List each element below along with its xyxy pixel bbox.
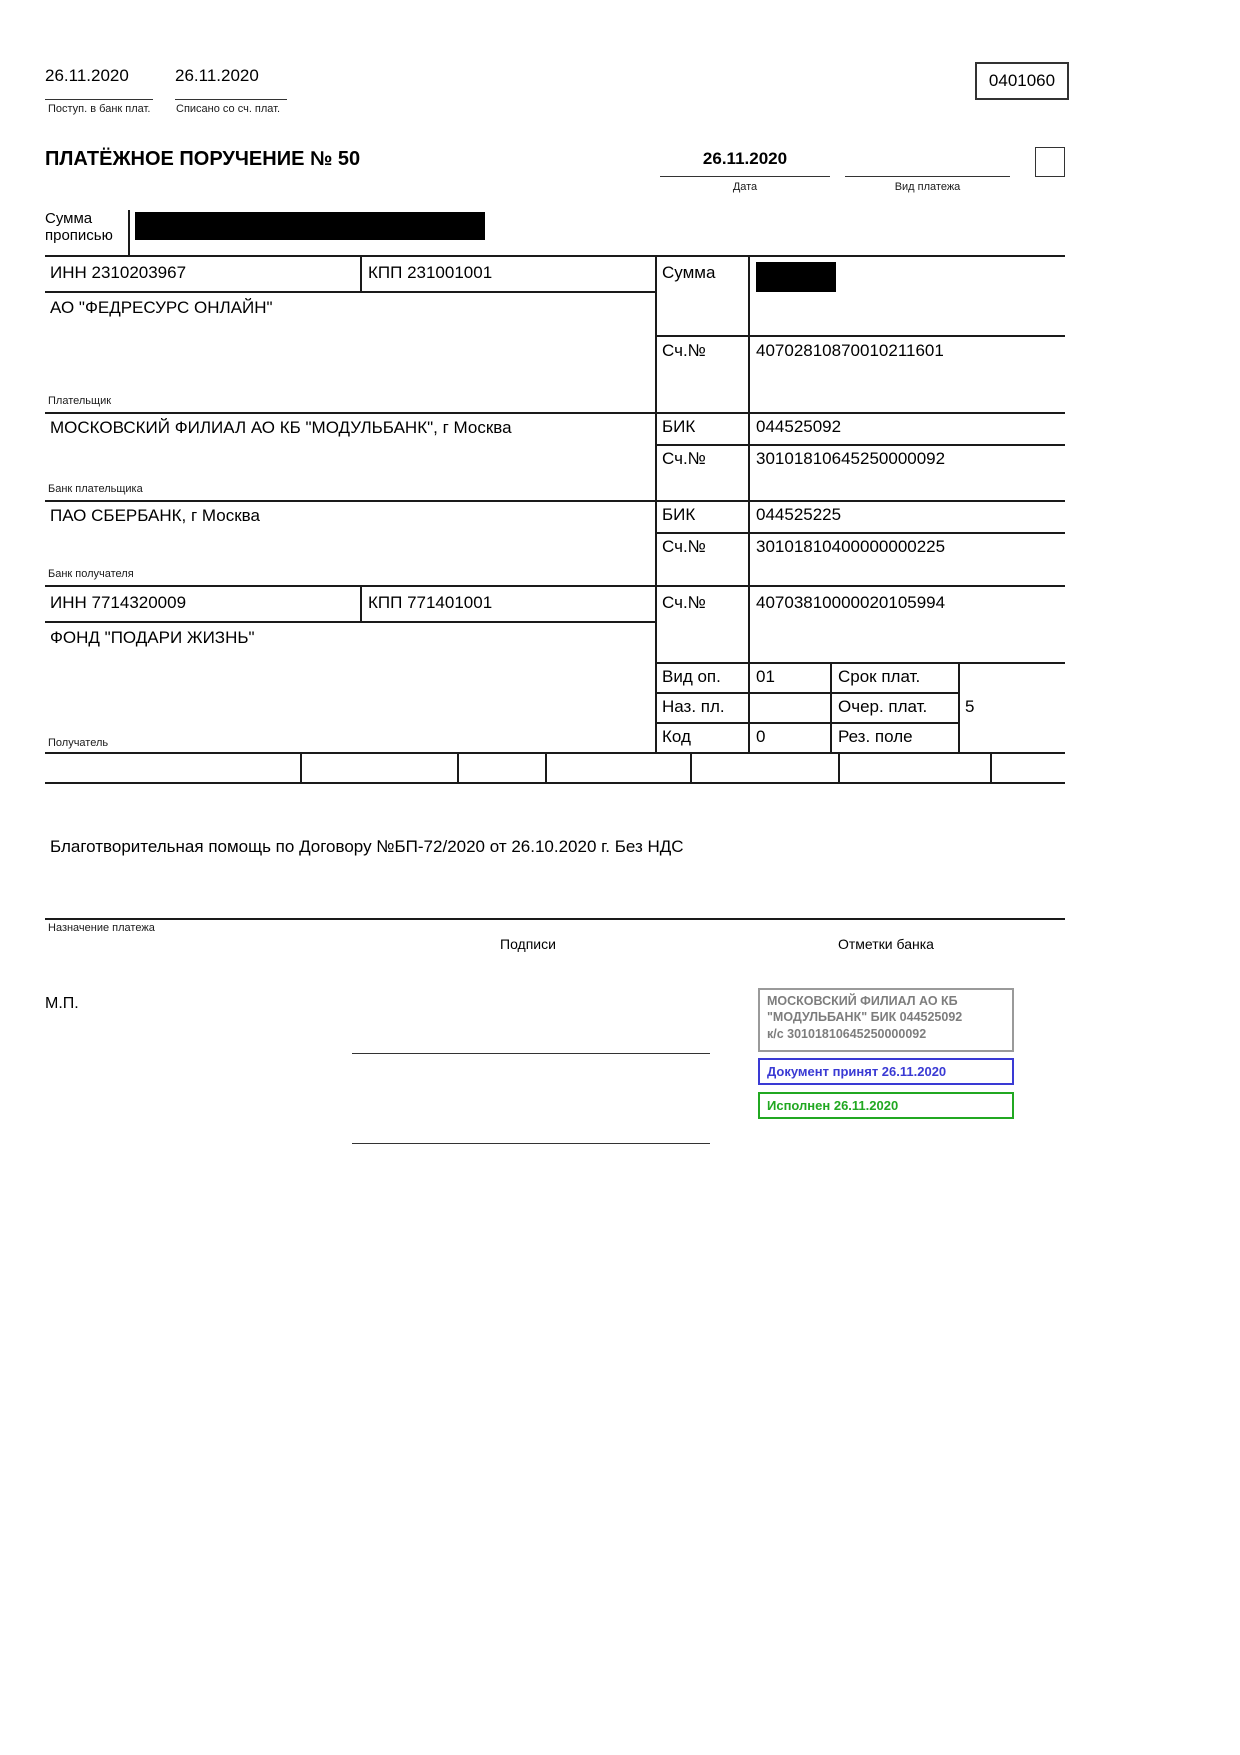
payer-inn: ИНН 2310203967 — [50, 263, 187, 282]
received-date-underline — [45, 99, 153, 100]
payee-inn: ИНН 7714320009 — [50, 593, 187, 612]
payment-type-empty-box — [1035, 147, 1065, 177]
amount-words-divider — [128, 210, 130, 255]
amount-in-words-label: Сумма прописью — [45, 210, 113, 245]
payment-type-underline — [845, 176, 1010, 177]
payee-account-label: Сч.№ — [662, 593, 706, 612]
received-in-bank-date: 26.11.2020 — [45, 66, 129, 85]
payer-name: АО "ФЕДРЕСУРС ОНЛАЙН" — [50, 298, 273, 317]
payer-bank-row-line — [45, 500, 1065, 502]
payment-purpose-text: Благотворительная помощь по Договору №БП-72/2020 от 26.10.2020 г. Без НДС — [50, 837, 684, 856]
priority-value: 5 — [965, 697, 975, 716]
payee-bank-label: Банк получателя — [48, 568, 134, 580]
labels2-right-divider — [958, 662, 960, 752]
payer-kpp: КПП 231001001 — [368, 263, 493, 282]
cells-row-divider — [838, 752, 840, 782]
cells-row-divider — [545, 752, 547, 782]
bank-stamp-line3: к/с 30101810645250000092 — [767, 1026, 927, 1041]
table-top-line — [45, 255, 1065, 257]
document-executed-stamp: Исполнен 26.11.2020 — [758, 1092, 1014, 1119]
bank-stamp-line1: МОСКОВСКИЙ ФИЛИАЛ АО КБ — [767, 994, 958, 1008]
signatures-label: Подписи — [500, 936, 556, 952]
payer-inn-kpp-divider — [360, 255, 362, 291]
main-vertical-divider — [655, 255, 657, 752]
received-in-bank-label: Поступ. в банк плат. — [48, 103, 151, 115]
cells-row-bottom-line — [45, 782, 1065, 784]
payer-inn-row-line — [45, 291, 655, 293]
form-code-box — [975, 62, 1069, 100]
priority-label: Очер. плат. — [838, 697, 928, 716]
debited-from-account-date: 26.11.2020 — [175, 66, 259, 85]
redacted-amount — [756, 262, 836, 292]
payer-bank-bik: 044525092 — [756, 417, 842, 436]
document-title: ПЛАТЁЖНОЕ ПОРУЧЕНИЕ № 50 — [45, 148, 361, 170]
payee-bank-bik-line — [655, 532, 1065, 534]
form-code: 0401060 — [988, 71, 1056, 90]
bank-stamp-box — [758, 988, 1014, 1052]
date-label: Дата — [732, 181, 758, 193]
payee-bank-bik-label: БИК — [662, 505, 696, 524]
payee-account: 40703810000020105994 — [756, 593, 946, 612]
signature-line — [352, 1053, 710, 1054]
payer-label: Плательщик — [48, 395, 112, 407]
date-underline — [660, 176, 830, 177]
payee-bank-corr-account: 30101810400000000225 — [756, 537, 946, 556]
purpose-bottom-line — [45, 918, 1065, 920]
payee-kpp: КПП 771401001 — [368, 593, 493, 612]
payer-account-label: Сч.№ — [662, 341, 706, 360]
payer-row-line — [45, 412, 1065, 414]
purpose-code-label: Наз. пл. — [662, 697, 725, 716]
signature-line — [352, 1143, 710, 1144]
sum-label: Сумма — [662, 263, 716, 282]
op-type-value: 01 — [756, 667, 775, 686]
payment-purpose-label: Назначение платежа — [48, 922, 155, 934]
payer-bank-account-label: Сч.№ — [662, 449, 706, 468]
cells-row-divider — [300, 752, 302, 782]
cells-row-divider — [690, 752, 692, 782]
labels2-left-divider — [830, 662, 832, 752]
payee-bank-name: ПАО СБЕРБАНК, г Москва — [50, 506, 260, 525]
bank-stamp-line2: "МОДУЛЬБАНК" БИК 044525092 — [767, 1010, 963, 1025]
payer-bank-name: МОСКОВСКИЙ ФИЛИАЛ АО КБ "МОДУЛЬБАНК", г Москва — [50, 418, 512, 437]
document-date: 26.11.2020 — [702, 149, 788, 168]
reserve-field-label: Рез. поле — [838, 727, 913, 746]
sum-row-line — [655, 335, 1065, 337]
code-label: Код — [662, 727, 691, 746]
payee-bank-bik: 044525225 — [756, 505, 842, 524]
document-accepted-stamp: Документ принят 26.11.2020 — [758, 1058, 1014, 1085]
payee-row-line — [45, 752, 1065, 754]
payee-account-row-line — [655, 662, 1065, 664]
redacted-amount-in-words — [135, 212, 485, 240]
due-date-label: Срок плат. — [838, 667, 921, 686]
cells-row-divider — [457, 752, 459, 782]
code-value: 0 — [756, 727, 766, 746]
payer-bank-bik-line — [655, 444, 1065, 446]
debited-date-underline — [175, 99, 287, 100]
payment-type-label: Вид платежа — [894, 181, 961, 193]
purpose-code-row-line — [655, 722, 958, 724]
debited-from-account-label: Списано со сч. плат. — [176, 103, 281, 115]
bank-marks-label: Отметки банка — [838, 936, 934, 952]
stamp-place-label: М.П. — [45, 995, 79, 1012]
payee-bank-account-label: Сч.№ — [662, 537, 706, 556]
payee-bank-row-line — [45, 585, 1065, 587]
payer-bank-corr-account: 30101810645250000092 — [756, 449, 946, 468]
label-value-divider — [748, 255, 750, 752]
payer-account: 40702810870010211601 — [756, 341, 944, 360]
op-type-label: Вид оп. — [662, 667, 721, 686]
op-type-row-line — [655, 692, 958, 694]
cells-row-divider — [990, 752, 992, 782]
payer-bank-label: Банк плательщика — [48, 483, 143, 495]
payer-bank-bik-label: БИК — [662, 417, 696, 436]
payee-name: ФОНД "ПОДАРИ ЖИЗНЬ" — [50, 628, 255, 647]
payee-label: Получатель — [48, 737, 109, 749]
payee-inn-kpp-divider — [360, 585, 362, 621]
payee-inn-row-line — [45, 621, 655, 623]
